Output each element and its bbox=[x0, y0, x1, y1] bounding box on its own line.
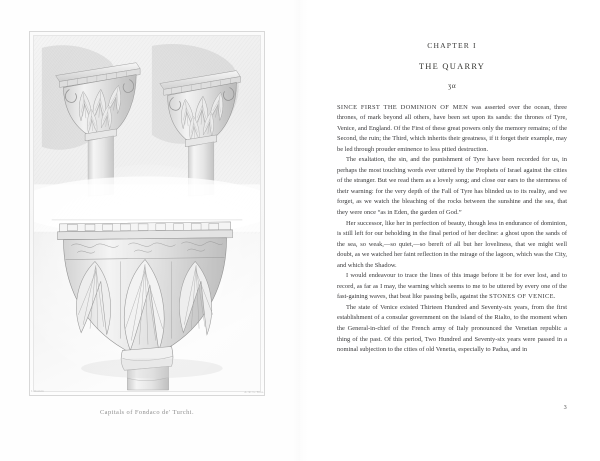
page-number: 3 bbox=[563, 404, 567, 411]
plate-credit-left: J. Ruskin bbox=[31, 389, 44, 393]
chapter-title: THE QUARRY bbox=[418, 62, 486, 71]
plate-credit-right: A. R. G. Bros. bbox=[244, 390, 264, 394]
paragraph-4-text-before: I would endeavour to trace the lines of this image before it be for ever lost, and to record, as far as I may, the warning which seems to me to be uttered by every one of the fast-gaining waves, that beat like passing bells, against the bbox=[337, 272, 567, 301]
illustration-frame bbox=[29, 31, 265, 396]
paragraph-1 bbox=[337, 103, 567, 156]
paragraph-4 bbox=[337, 271, 567, 303]
stones-of-venice-small-caps: STONES OF VENICE bbox=[489, 293, 554, 301]
opening-small-caps: SINCE FIRST THE DOMINION OF MEN bbox=[337, 103, 469, 111]
paragraph-2: The exaltation, the sin, and the punishment of Tyre have been recorded for us, in perhaps the most touching words ever uttered by the Prophets of Israel against the cities of the stranger. But we read them as a lovely song; and close our ears to the sternness of their warning: for the very depth of the Fall of Tyre has blinded us to its reality, and we forget, as we watch the bleaching of the rocks between the sunshine and the sea, that they were once “as in Eden, the garden of God.” bbox=[337, 156, 567, 216]
chapter-number: CHAPTER I bbox=[427, 41, 477, 50]
paragraph-1-text: was asserted over the ocean, three thrones, of mark beyond all others, have been set upon its sands: the thrones of Tyre, Venice, and England. Of the First of these great powers only the memory remains; of the Second, the ruin; the Third, which inherits their greatness, if it forget their example, may be led through prouder eminence to less pitied destruction. bbox=[337, 103, 567, 153]
engraving-capitals-illustration bbox=[34, 36, 260, 391]
body-copy bbox=[337, 103, 567, 356]
right-page-text bbox=[300, 0, 600, 461]
illustration-inner-border bbox=[33, 35, 261, 392]
text-block bbox=[337, 41, 567, 356]
paragraph-5: The state of Venice existed Thirteen Hundred and Seventy-six years, from the first establishment of a consular government on the island of the Rialto, to the moment when the General-in-chief of the French army of Italy pronounced the Venetian republic a thing of the past. Of this period, Two Hundred and Seventy-six years were passed in a nominal subjection to the cities of old Venetia, especially to Padua, and in bbox=[337, 303, 567, 354]
paragraph-3: Her successor, like her in perfection of beauty, though less in endurance of dominion, is still left for our beholding in the final period of her decline: a ghost upon the sands of the sea, so weak,—so quiet,—so bereft of all but her loveliness, that we might well doubt, as we watched her faint reflection in the mirage of the lagoon, which was the City, and which the Shadow. bbox=[337, 219, 568, 269]
plate-caption: Capitals of Fondaco de' Turchi. bbox=[99, 409, 195, 416]
section-ornament: ʒα bbox=[447, 81, 457, 90]
paragraph-4-text-after: . bbox=[553, 293, 556, 301]
